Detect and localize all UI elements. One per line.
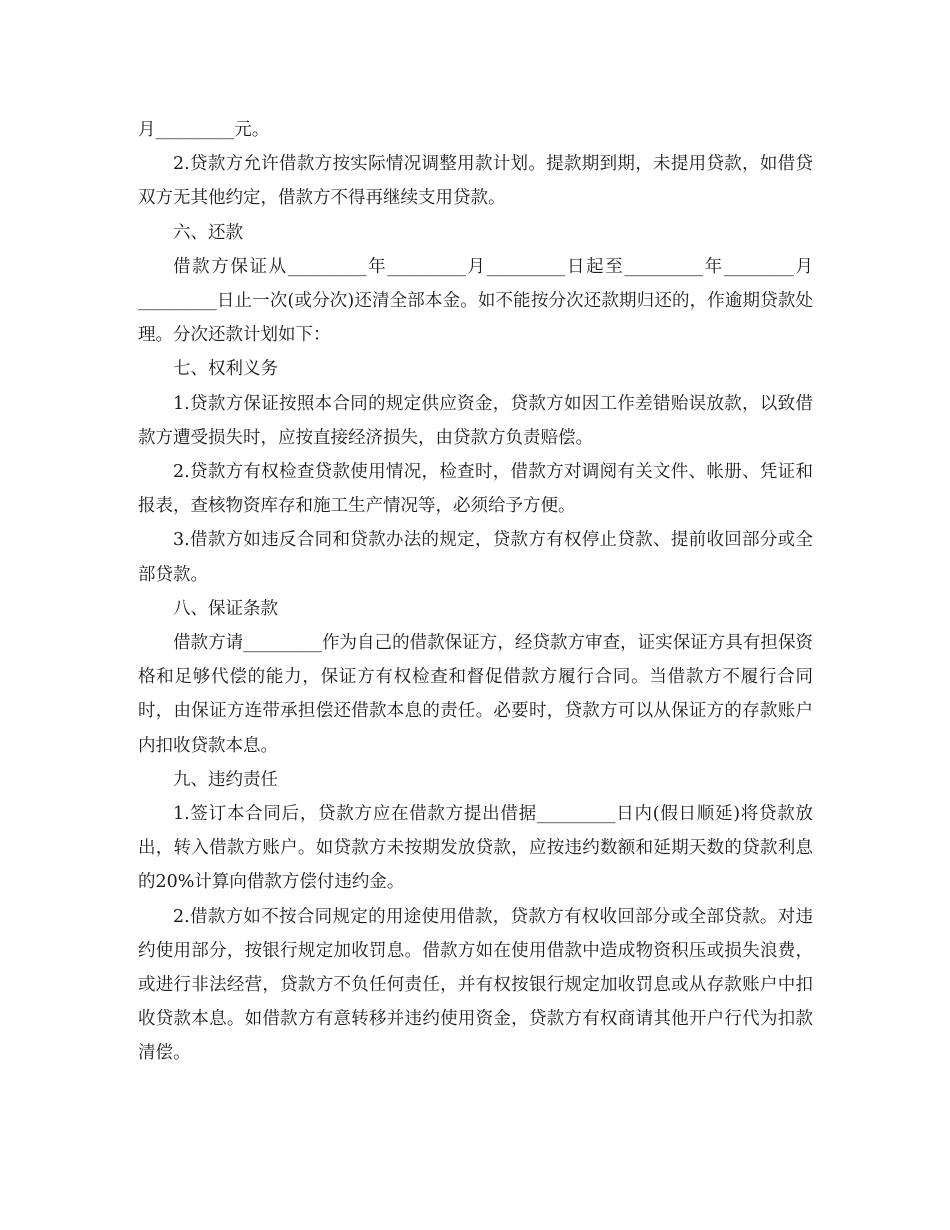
paragraph-rights-1: 1.贷款方保证按照本合同的规定供应资金，贷款方如因工作差错贻误放款，以致借款方遭受损失时，应按直接经济损失，由贷款方负责赔偿。 (138, 393, 813, 448)
document-body (138, 113, 813, 1071)
paragraph-breach-1: 1.签订本合同后，贷款方应在借款方提出借据_________日内(假日顺延)将贷款放出，转入借款方账户。如贷款方未按期发放贷款，应按违约数额和延期天数的贷款利息的20%计算向借款方偿付违约金。 (138, 804, 813, 893)
paragraph-breach-2: 2.借款方如不按合同规定的用途使用借款，贷款方有权收回部分或全部贷款。对违约使用部分，按银行规定加收罚息。借款方如在使用借款中造成物资积压或损失浪费，或进行非法经营，贷款方不负任何责任，并有权按银行规定加收罚息或从存款账户中扣收贷款本息。如借款方有意转移并违约使用资金，贷款方有权商请其他开户行代为扣款清偿。 (138, 906, 813, 1064)
section-heading-breach-liability: 九、违约责任 (173, 769, 278, 790)
paragraph-continued: 月_________元。 (138, 120, 270, 140)
paragraph-rights-3: 3.借款方如违反合同和贷款办法的规定，贷款方有权停止贷款、提前收回部分或全部贷款。 (138, 530, 813, 585)
section-heading-repayment: 六、还款 (173, 222, 243, 243)
paragraph-loan-plan-adjustment: 2.贷款方允许借款方按实际情况调整用款计划。提款期到期，未提用贷款，如借贷双方无其他约定，借款方不得再继续支用贷款。 (138, 154, 813, 209)
paragraph-repayment-terms: 借款方保证从_________年_________月_________日起至_________年________月_________日止一次(或分次)还清全部本金。如不能按分次还款期归还的，作逾期贷款处理。分次还款计划如下： (138, 256, 813, 346)
section-heading-guarantee: 八、保证条款 (173, 598, 278, 619)
paragraph-guarantee: 借款方请_________作为自己的借款保证方，经贷款方审查，证实保证方具有担保资格和足够代偿的能力，保证方有权检查和督促借款方履行合同。当借款方不履行合同时，由保证方连带承担偿还借款本息的责任。必要时，贷款方可以从保证方的存款账户内扣收贷款本息。 (138, 633, 813, 756)
paragraph-rights-2: 2.贷款方有权检查贷款使用情况，检查时，借款方对调阅有关文件、帐册、凭证和报表，查核物资库存和施工生产情况等，必须给予方便。 (138, 462, 813, 517)
section-heading-rights-obligations: 七、权利义务 (173, 359, 278, 380)
